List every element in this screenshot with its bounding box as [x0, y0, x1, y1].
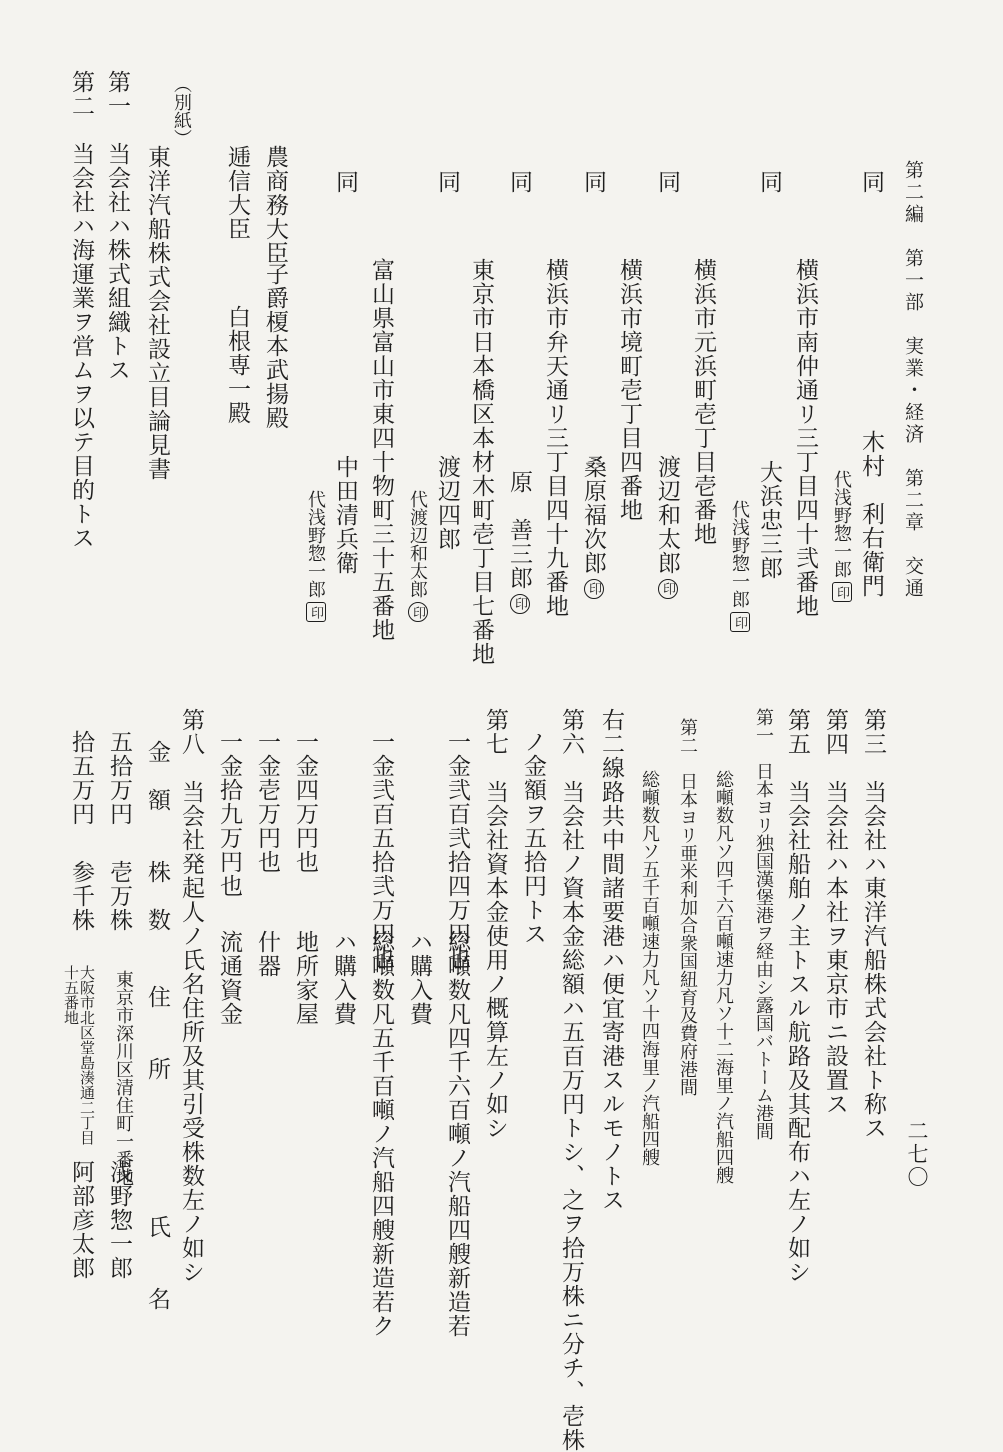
signatory-name: 桑原福次郎印	[578, 455, 608, 599]
budget-desc: 流通資金	[216, 930, 242, 1026]
signatory-proxy: 代浅野惣一郎印	[724, 500, 754, 632]
table-row-amount: 五拾万円	[106, 730, 132, 826]
article-line: 第七 当会社資本金使用ノ概算左ノ如シ	[482, 708, 508, 1140]
article-line: 第四 当会社ハ本社ヲ東京市ニ設置ス	[822, 708, 848, 1116]
seal-icon: 印	[658, 579, 678, 599]
table-row-address: 大阪市北区堂島湊通二丁目	[78, 965, 96, 1145]
attachment-label: （別紙）	[171, 75, 192, 147]
table-row-amount: 拾五万円	[68, 730, 94, 826]
seal-icon: 印	[306, 602, 326, 622]
seal-icon: 印	[584, 579, 604, 599]
route-heading: 第一 日本ヨリ独国漢堡港ヲ経由シ露国バトーム港間	[753, 708, 774, 1140]
article-line: ノ金額ヲ五拾円トス	[520, 730, 546, 946]
signatory-proxy: 代浅野惣一郎印	[300, 490, 330, 622]
signatory-label: 同	[756, 170, 782, 194]
budget-amount: 一金壱万円也	[254, 730, 280, 874]
signatory-name: 原 善三郎印	[504, 470, 534, 614]
budget-desc: 総噸数凡五千百噸ノ汽船四艘新造若ク	[368, 930, 394, 1338]
signatory-proxy: 代渡辺和太郎印	[402, 490, 432, 622]
budget-amount: 一金四万円也	[292, 730, 318, 874]
article-line: 第三 当会社ハ東洋汽船株式会社ト称ス	[860, 708, 886, 1140]
table-row-address: 東京市深川区清住町一番地	[113, 970, 134, 1186]
budget-desc: ハ購入費	[406, 930, 432, 1026]
budget-amount: 一金拾九万円也	[216, 730, 242, 898]
budget-desc: 什器	[254, 930, 280, 978]
signatory-address: 東京市日本橋区本材木町壱丁目七番地	[468, 258, 494, 666]
route-note: 右二線路共中間諸要港ハ便宜寄港スルモノトス	[598, 708, 624, 1212]
addressee-title: 農商務大臣	[262, 145, 288, 265]
budget-amount: 一金弐百五拾弐万円也	[368, 730, 394, 970]
signatory-name: 渡辺和太郎印	[652, 455, 682, 599]
table-row-name: 浅野惣一郎	[106, 1160, 132, 1280]
page-number: 二七〇	[905, 1120, 929, 1189]
signatory-label: 同	[332, 170, 358, 194]
budget-desc: 総噸数凡四千六百噸ノ汽船四艘新造若	[444, 930, 470, 1338]
signatory-label: 同	[434, 170, 460, 194]
running-title: 第二編 第一部 実業・経済 第二章 交通	[902, 160, 924, 600]
signatory-name: 中田清兵衛	[332, 455, 358, 575]
table-header-address: 住 所	[144, 985, 170, 1081]
table-row-shares: 参千株	[68, 860, 94, 932]
article-line: 第五 当会社船舶ノ主トスル航路及其配布ハ左ノ如シ	[784, 708, 810, 1284]
attachment-title: 東洋汽船株式会社設立目論見書	[144, 145, 170, 481]
signatory-proxy: 代浅野惣一郎印	[826, 470, 856, 602]
article-line: 第六 当会社ノ資本金総額ハ五百万円トシ、之ヲ拾万株ニ分チ、壱株	[558, 708, 584, 1452]
budget-desc: ハ購入費	[330, 930, 356, 1026]
addressee-name: 子爵榎本武揚殿	[262, 262, 288, 430]
route-detail: 総噸数凡ソ五千百噸速力凡ソ十四海里ノ汽船四艘	[639, 770, 660, 1166]
signatory-name: 木村 利右衛門	[858, 430, 884, 598]
addressee-title: 逓信大臣	[224, 145, 250, 241]
route-heading: 第二 日本ヨリ亜米利加合衆国紐育及費府港間	[677, 718, 698, 1096]
signatory-address: 横浜市弁天通リ三丁目四十九番地	[542, 258, 568, 618]
article-line: 第八 当会社発起人ノ氏名住所及其引受株数左ノ如シ	[178, 708, 204, 1284]
table-row-shares: 壱万株	[106, 860, 132, 932]
seal-icon: 印	[510, 594, 530, 614]
signatory-name: 大浜忠三郎	[756, 460, 782, 580]
signatory-label: 同	[580, 170, 606, 194]
signatory-label: 同	[506, 170, 532, 194]
signatory-label: 同	[858, 170, 884, 194]
seal-icon: 印	[730, 612, 750, 632]
signatory-address: 横浜市南仲通リ三丁目四十弐番地	[792, 258, 818, 618]
signatory-address: 富山県富山市東四十物町三十五番地	[368, 258, 394, 642]
route-detail: 総噸数凡ソ四千六百噸速力凡ソ十二海里ノ汽船四艘	[713, 770, 734, 1184]
signatory-address: 横浜市元浜町壱丁目壱番地	[690, 258, 716, 546]
budget-amount: 一金弐百弐拾四万円也	[444, 730, 470, 970]
table-header-name: 氏 名	[144, 1215, 170, 1311]
seal-icon: 印	[408, 602, 428, 622]
table-row-name: 阿部彦太郎	[68, 1160, 94, 1280]
table-header-amount: 金 額	[144, 740, 170, 812]
article-line: 第二 当会社ハ海運業ヲ営ムヲ以テ目的トス	[68, 70, 94, 550]
table-header-shares: 株 数	[144, 860, 170, 932]
seal-icon: 印	[832, 582, 852, 602]
addressee-name: 白根専一殿	[224, 305, 250, 425]
table-row-address: 十五番地	[62, 965, 80, 1025]
budget-desc: 地所家屋	[292, 930, 318, 1026]
article-line: 第一 当会社ハ株式組織トス	[104, 70, 130, 382]
signatory-name: 渡辺四郎	[434, 455, 460, 551]
signatory-label: 同	[654, 170, 680, 194]
signatory-address: 横浜市境町壱丁目四番地	[616, 258, 642, 522]
